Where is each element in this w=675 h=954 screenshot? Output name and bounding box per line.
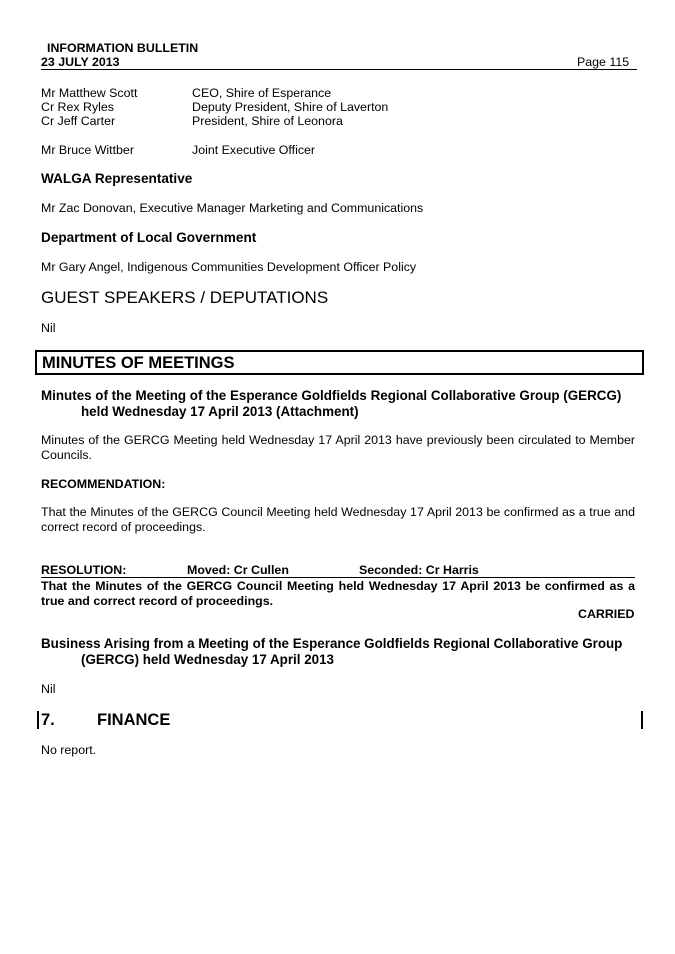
finance-text: No report. (41, 743, 97, 757)
attendee-name: Mr Matthew Scott (41, 86, 138, 100)
business-arising-title (41, 636, 635, 668)
finance-bar-left (37, 711, 39, 729)
carried-label: CARRIED (578, 607, 635, 621)
attendee-row (41, 143, 635, 158)
recommendation-label: RECOMMENDATION: (41, 477, 166, 491)
finance-heading: FINANCE (97, 711, 171, 729)
business-arising-text: Nil (41, 682, 56, 696)
minutes-item-title (41, 388, 635, 420)
attendee-name: Mr Bruce Wittber (41, 143, 134, 157)
dlg-text: Mr Gary Angel, Indigenous Communities Development Officer Policy (41, 260, 417, 274)
walga-text: Mr Zac Donovan, Executive Manager Marketing and Communications (41, 201, 424, 215)
minutes-item-title-line2: held Wednesday 17 April 2013 (Attachment) (81, 404, 359, 419)
attendee-name: Cr Jeff Carter (41, 114, 116, 128)
attendee-name: Cr Rex Ryles (41, 100, 114, 114)
resolution-text: That the Minutes of the GERCG Council Meeting held Wednesday 17 April 2013 be confirmed as a true and correct record of proceedings. (41, 579, 635, 608)
minutes-item-text: Minutes of the GERCG Meeting held Wednesday 17 April 2013 have previously been circulated to Member Councils. (41, 433, 635, 462)
business-arising-title-line2: (GERCG) held Wednesday 17 April 2013 (81, 652, 335, 667)
guest-text: Nil (41, 321, 56, 335)
attendee-row (41, 86, 635, 101)
resolution-seconded: Seconded: Cr Harris (359, 563, 479, 577)
attendee-role: President, Shire of Leonora (192, 114, 343, 128)
bulletin-title: INFORMATION BULLETIN (47, 41, 199, 55)
attendee-row (41, 114, 635, 129)
resolution-rule (41, 577, 635, 578)
page-number: Page 115 (577, 55, 630, 69)
finance-number: 7. (41, 711, 55, 729)
header-rule (41, 69, 637, 70)
attendee-role: Joint Executive Officer (192, 143, 316, 157)
finance-bar-right (641, 711, 643, 729)
minutes-heading: MINUTES OF MEETINGS (42, 354, 235, 372)
resolution-moved: Moved: Cr Cullen (187, 563, 289, 577)
recommendation-text: That the Minutes of the GERCG Council Meeting held Wednesday 17 April 2013 be confirmed as a true and correct record of proceedings. (41, 505, 635, 534)
resolution-label: RESOLUTION: (41, 563, 127, 577)
attendee-role: Deputy President, Shire of Laverton (192, 100, 389, 114)
business-arising-title-line1: Business Arising from a Meeting of the Esperance Goldfields Regional Collaborative Group (41, 636, 623, 651)
bulletin-date: 23 JULY 2013 (41, 55, 120, 69)
attendee-role: CEO, Shire of Esperance (192, 86, 332, 100)
attendee-row (41, 100, 635, 115)
guest-heading: GUEST SPEAKERS / DEPUTATIONS (41, 288, 329, 307)
minutes-heading-box (35, 350, 644, 375)
walga-heading: WALGA Representative (41, 171, 193, 186)
minutes-item-title-line1: Minutes of the Meeting of the Esperance Goldfields Regional Collaborative Group (GERCG) (41, 388, 622, 403)
dlg-heading: Department of Local Government (41, 230, 257, 245)
